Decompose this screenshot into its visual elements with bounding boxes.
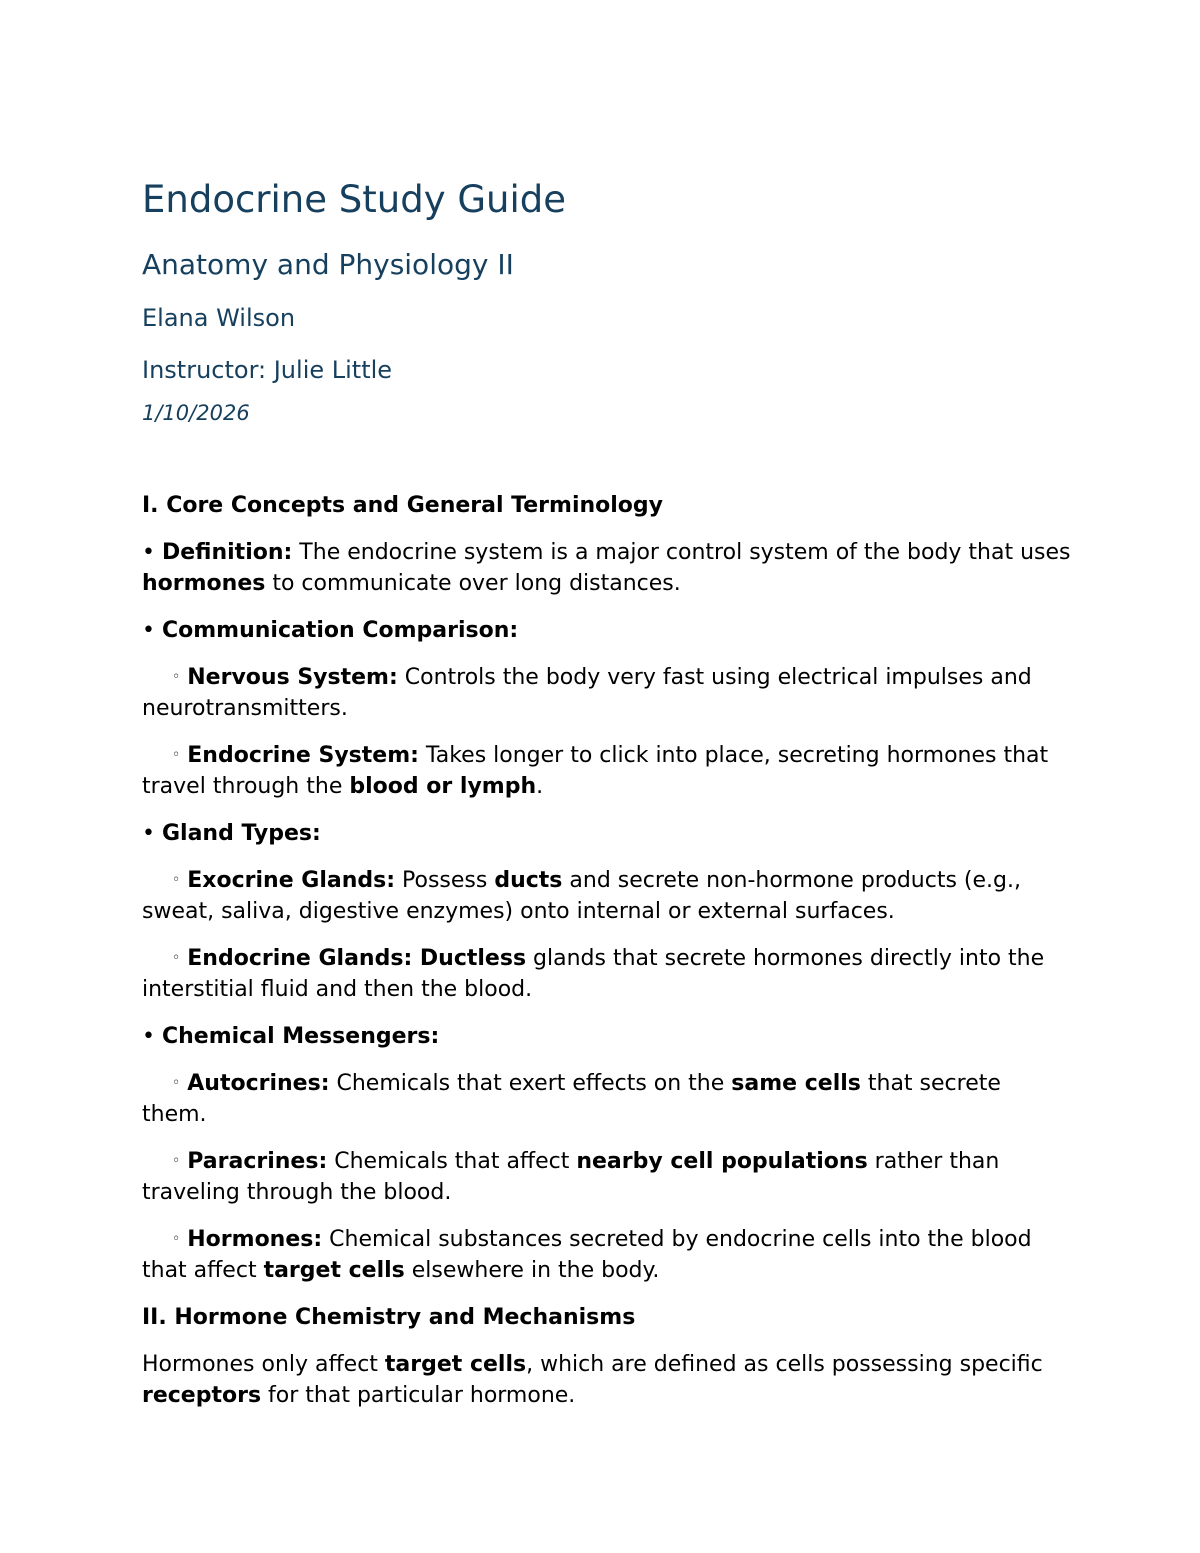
bullet: • xyxy=(142,540,155,565)
item-text: The endocrine system is a major control system of the body that uses xyxy=(292,540,1071,565)
item-text: Chemicals that exert effects on the xyxy=(329,1071,732,1096)
list-item-chemical-messengers xyxy=(142,1021,1072,1052)
item-emphasis: hormones xyxy=(142,571,266,596)
sub-item-autocrines xyxy=(142,1068,1072,1130)
sub-item-endocrine-system xyxy=(142,740,1072,802)
document-date: 1/10/2026 xyxy=(142,401,250,425)
item-label: Nervous System: xyxy=(187,665,398,690)
para-text: for that particular hormone. xyxy=(261,1383,576,1408)
item-label: Exocrine Glands: xyxy=(187,868,396,893)
item-label: Hormones: xyxy=(187,1227,323,1252)
item-text: Chemical substances secreted by endocrine cells into the blood that affect xyxy=(142,1227,1032,1283)
sub-item-exocrine-glands xyxy=(142,865,1072,927)
item-emphasis: nearby cell populations xyxy=(576,1149,868,1174)
sub-bullet: ◦ xyxy=(172,747,181,763)
section-heading-core-concepts: I. Core Concepts and General Terminology xyxy=(142,493,664,518)
item-emphasis: target cells xyxy=(263,1258,405,1283)
item-label: Autocrines: xyxy=(187,1071,330,1096)
author-name: Elana Wilson xyxy=(142,304,296,332)
item-emphasis: same cells xyxy=(731,1071,861,1096)
item-text: elsewhere in the body. xyxy=(404,1258,660,1283)
item-text: Takes longer to click into place, secreting hormones that travel through the xyxy=(142,743,1049,799)
document-page xyxy=(142,176,1072,1411)
sub-bullet: ◦ xyxy=(172,669,181,685)
item-text: Possess xyxy=(395,868,495,893)
bullet: • xyxy=(142,618,155,643)
item-text: rather than traveling through the blood. xyxy=(142,1149,1000,1205)
item-text: Controls the body very fast using electrical impulses and neurotransmitters. xyxy=(142,665,1032,721)
item-label: Communication Comparison: xyxy=(161,618,519,643)
list-item-communication xyxy=(142,615,1072,646)
sub-item-paracrines xyxy=(142,1146,1072,1208)
sub-item-nervous-system xyxy=(142,662,1072,724)
sub-bullet: ◦ xyxy=(172,1231,181,1247)
item-text: Chemicals that affect xyxy=(327,1149,577,1174)
item-label: Chemical Messengers: xyxy=(161,1024,440,1049)
sub-bullet: ◦ xyxy=(172,872,181,888)
list-item-definition xyxy=(142,537,1072,599)
item-label: Endocrine System: xyxy=(187,743,419,768)
item-text: that secrete them. xyxy=(142,1071,1001,1127)
item-label: Gland Types: xyxy=(161,821,321,846)
item-label: Definition: xyxy=(161,540,293,565)
item-emphasis: ducts xyxy=(494,868,563,893)
sub-bullet: ◦ xyxy=(172,1075,181,1091)
sub-bullet: ◦ xyxy=(172,950,181,966)
item-text: . xyxy=(536,774,544,799)
item-emphasis: blood or lymph xyxy=(349,774,537,799)
item-text: to communicate over long distances. xyxy=(265,571,681,596)
bullet: • xyxy=(142,1024,155,1049)
sub-bullet: ◦ xyxy=(172,1153,181,1169)
para-emphasis: receptors xyxy=(142,1383,262,1408)
para-emphasis: target cells xyxy=(384,1352,527,1377)
item-emphasis: Ductless xyxy=(412,946,527,971)
item-label: Endocrine Glands: xyxy=(187,946,413,971)
item-text: and secrete non-hormone products (e.g., sweat, saliva, digestive enzymes) onto internal or external surfaces. xyxy=(142,868,1021,924)
item-text: glands that secrete hormones directly into the interstitial fluid and then the blood. xyxy=(142,946,1045,1002)
sub-item-hormones xyxy=(142,1224,1072,1286)
para-text: , which are defined as cells possessing specific xyxy=(526,1352,1043,1377)
bullet: • xyxy=(142,821,155,846)
sub-item-endocrine-glands xyxy=(142,943,1072,1005)
item-label: Paracrines: xyxy=(187,1149,328,1174)
list-item-gland-types xyxy=(142,818,1072,849)
instructor-name: Instructor: Julie Little xyxy=(142,356,393,384)
paragraph-target-cells xyxy=(142,1349,1072,1411)
document-title: Endocrine Study Guide xyxy=(142,178,567,221)
para-text: Hormones only affect xyxy=(142,1352,385,1377)
section-heading-hormone-chemistry: II. Hormone Chemistry and Mechanisms xyxy=(142,1305,636,1330)
document-subtitle: Anatomy and Physiology II xyxy=(142,248,514,281)
